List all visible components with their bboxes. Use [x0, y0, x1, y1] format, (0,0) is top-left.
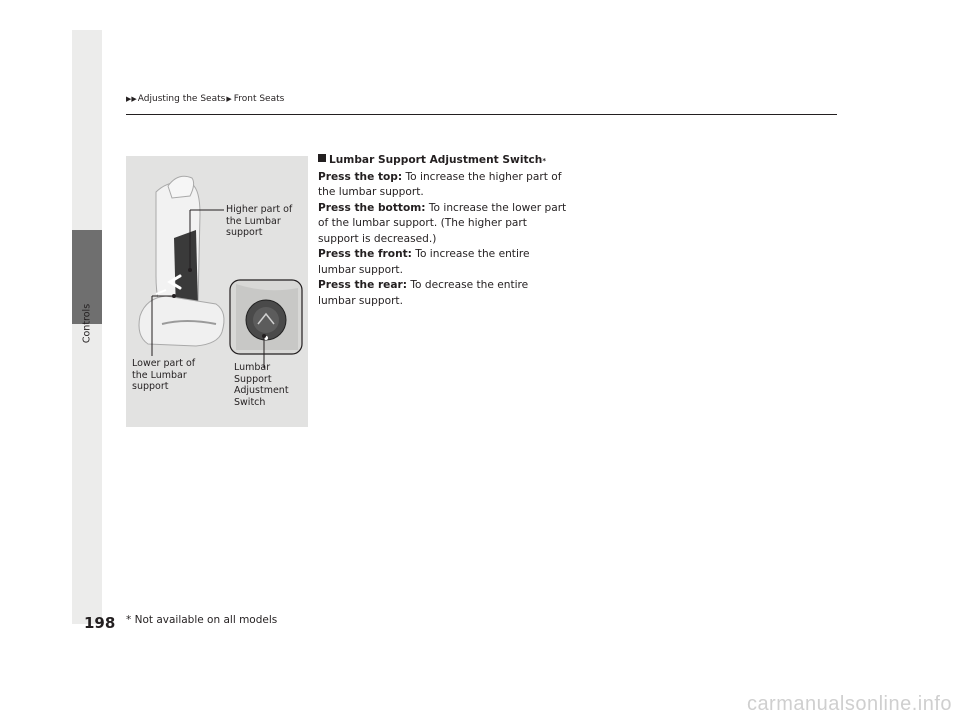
headrest — [168, 176, 194, 198]
section-heading — [318, 153, 568, 170]
label-higher-lumbar: Higher part of the Lumbar support — [226, 204, 293, 238]
bullet-square-icon — [318, 154, 326, 162]
instruction-paragraph — [318, 278, 568, 309]
watermark: carmanualsonline.info — [746, 693, 952, 715]
section-title: Lumbar Support Adjustment Switch — [329, 154, 543, 166]
breadcrumb-item[interactable]: Adjusting the Seats — [137, 94, 226, 104]
instruction-text: To increase the higher part of the lumbar support. — [318, 170, 562, 198]
side-tab-label: Controls — [81, 303, 93, 344]
footnote: * Not available on all models — [126, 614, 278, 626]
breadcrumb-arrow-icon: ▶ — [226, 95, 232, 103]
instruction-paragraph — [318, 247, 568, 278]
section-content — [318, 153, 568, 309]
instruction-paragraph — [318, 170, 568, 201]
instruction-term: Press the rear: — [318, 279, 407, 291]
breadcrumb-item[interactable]: Front Seats — [233, 94, 285, 104]
instruction-paragraph — [318, 201, 568, 248]
header-divider — [126, 114, 837, 115]
instruction-text: To decrease the entire lumbar support. — [318, 279, 529, 307]
page-number: 198 — [84, 614, 116, 632]
breadcrumb — [126, 94, 284, 104]
instruction-text: To increase the lower part of the lumbar support. (The higher part support is decreased.) — [318, 201, 567, 245]
footnote-marker: * — [542, 157, 547, 165]
instruction-term: Press the front: — [318, 248, 412, 260]
breadcrumb-arrow-icon: ▶▶ — [126, 95, 137, 103]
instruction-text: To increase the entire lumbar support. — [318, 248, 530, 276]
instruction-term: Press the top: — [318, 170, 403, 183]
seat-illustration — [126, 156, 308, 427]
label-lumbar-switch: Lumbar Support Adjustment Switch — [234, 362, 289, 408]
instruction-term: Press the bottom: — [318, 201, 426, 214]
label-lower-lumbar: Lower part of the Lumbar support — [132, 358, 196, 392]
